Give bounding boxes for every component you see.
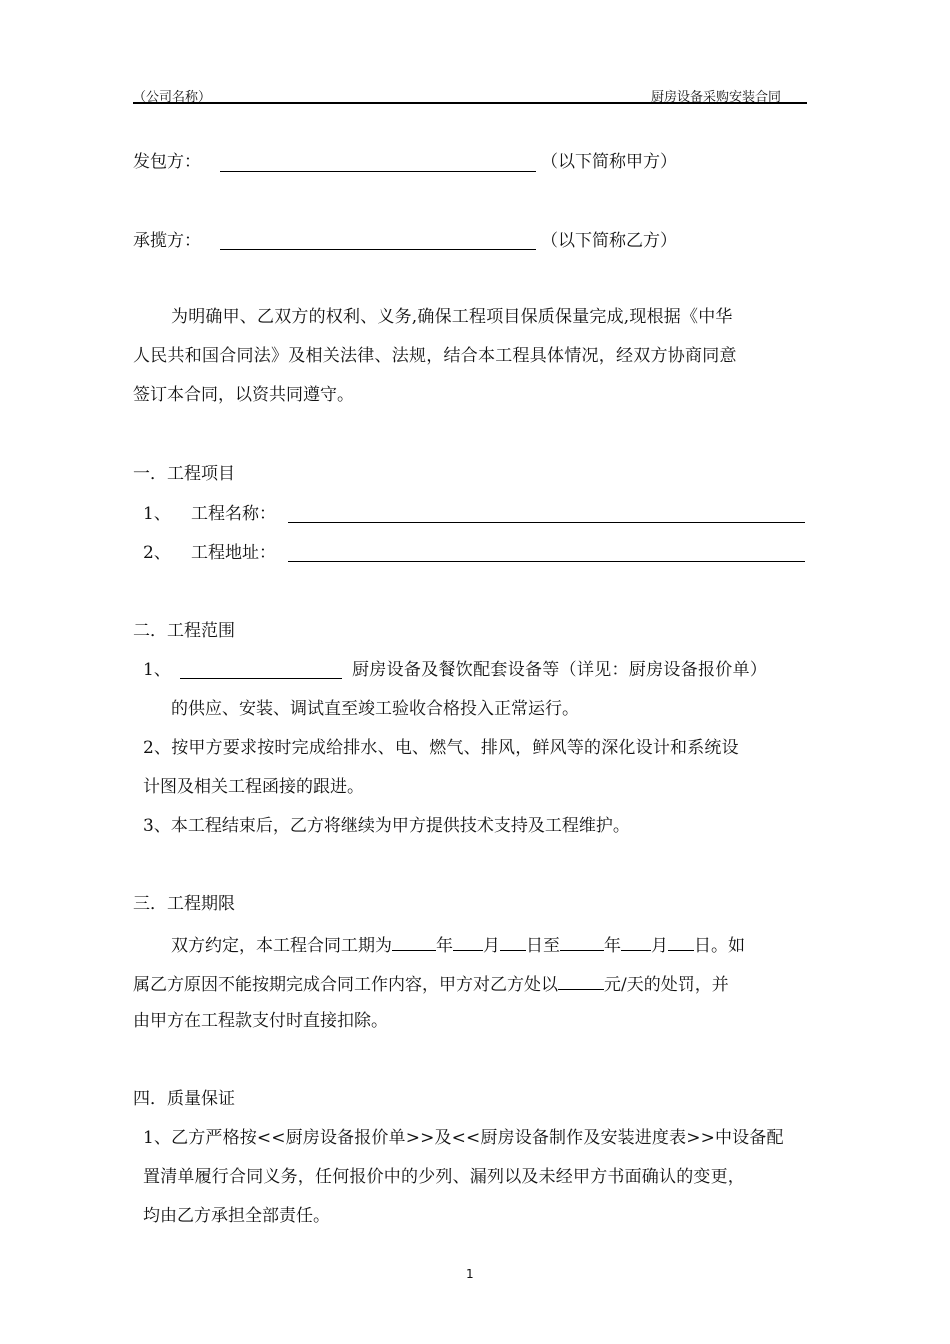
section2-item3: 3、本工程结束后，乙方将继续为甲方提供技术支持及工程维护。	[143, 816, 630, 836]
end-year-blank	[560, 932, 604, 951]
section1-item2-num: 2、	[143, 543, 171, 563]
section2-item2-line1: 2、按甲方要求按时完成给排水、电、燃气、排风，鲜风等的深化设计和系统设	[143, 738, 739, 758]
party-b-blank	[220, 249, 536, 250]
header-doc-title: 厨房设备采购安装合同	[651, 90, 782, 105]
end-day-blank	[668, 932, 694, 951]
day-to-label: 日至	[526, 936, 560, 956]
party-a-label: 发包方：	[133, 152, 201, 172]
intro-line-3: 签订本合同，以资共同遵守。	[133, 385, 354, 405]
section2-item1-text: 厨房设备及餐饮配套设备等（详见：厨房设备报价单）	[352, 660, 768, 680]
section4-line-2: 置清单履行合同义务，任何报价中的少列、漏列以及未经甲方书面确认的变更，	[143, 1167, 745, 1187]
section2-title: 二．工程范围	[133, 621, 235, 641]
month-label: 月	[483, 936, 500, 956]
section3-line-2	[133, 971, 729, 996]
party-a-blank	[220, 171, 536, 172]
year-label: 年	[604, 936, 621, 956]
section3-line-1	[171, 932, 745, 957]
section1-title: 一．工程项目	[133, 464, 235, 484]
penalty-amount-blank	[558, 971, 604, 990]
intro-line-2: 人民共和国合同法》及相关法律、法规，结合本工程具体情况，经双方协商同意	[133, 346, 737, 366]
party-b-label: 承揽方：	[133, 231, 201, 251]
section3-title: 三．工程期限	[133, 894, 235, 914]
section4-line-3: 均由乙方承担全部责任。	[143, 1206, 330, 1226]
section1-item1-num: 1、	[143, 504, 171, 524]
party-a-note: （以下简称甲方）	[541, 152, 677, 172]
project-address-blank	[288, 561, 805, 562]
project-name-blank	[288, 522, 805, 523]
header-company: （公司名称）	[133, 90, 212, 105]
page-number: 1	[466, 1267, 474, 1281]
section2-item1-prefix: 1、	[143, 660, 171, 680]
start-year-blank	[392, 932, 436, 951]
section2-item2-line2: 计图及相关工程函接的跟进。	[143, 777, 364, 797]
start-month-blank	[453, 932, 483, 951]
equipment-blank	[180, 678, 342, 679]
section2-item1-cont: 的供应、安装、调试直至竣工验收合格投入正常运行。	[171, 699, 579, 719]
term-text: 双方约定，本工程合同工期为	[171, 936, 392, 956]
section4-line-1: 1、乙方严格按<<厨房设备报价单>>及<<厨房设备制作及安装进度表>>中设备配	[143, 1128, 784, 1148]
section3-line-3: 由甲方在工程款支付时直接扣除。	[133, 1011, 388, 1031]
section4-title: 四．质量保证	[133, 1089, 235, 1109]
intro-line-1: 为明确甲、乙双方的权利、义务,确保工程项目保质保量完成,现根据《中华	[171, 307, 733, 327]
end-month-blank	[621, 932, 651, 951]
penalty-unit: 元/天的处罚，并	[604, 975, 729, 995]
party-b-note: （以下简称乙方）	[541, 231, 677, 251]
penalty-text: 属乙方原因不能按期完成合同工作内容，甲方对乙方处以	[133, 975, 558, 995]
day-end-label: 日。如	[694, 936, 745, 956]
start-day-blank	[500, 932, 526, 951]
section1-item1-label: 工程名称：	[191, 504, 276, 524]
month-label: 月	[651, 936, 668, 956]
year-label: 年	[436, 936, 453, 956]
header-rule	[133, 102, 807, 104]
section1-item2-label: 工程地址：	[191, 543, 276, 563]
